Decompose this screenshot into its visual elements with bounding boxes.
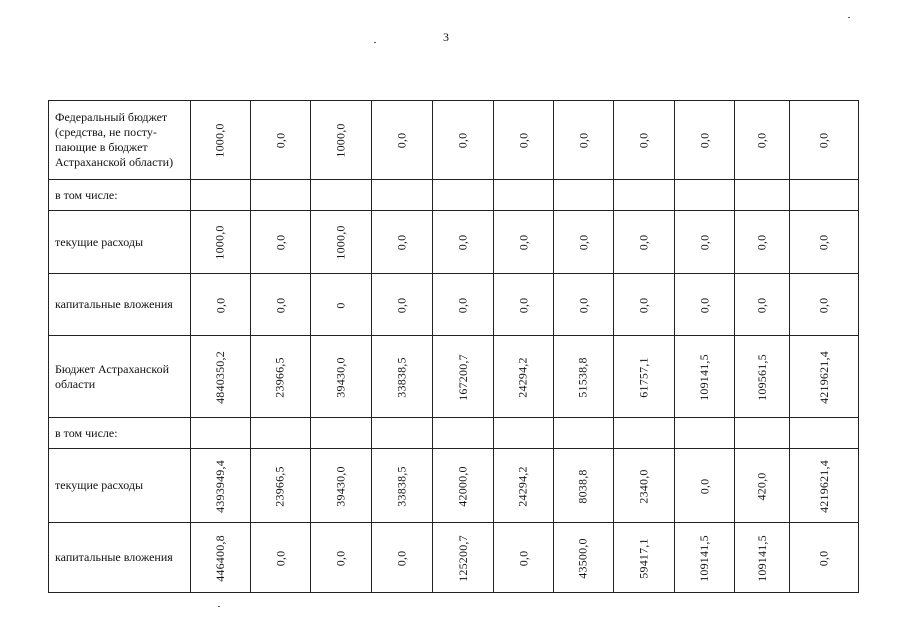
table-cell [191,449,251,523]
table-cell [191,180,251,211]
table-cell [433,449,494,523]
cell-value: 0,0 [515,132,530,149]
table-cell [494,211,554,274]
cell-value: 0,0 [575,297,590,313]
cell-value: 0,0 [636,234,651,251]
table-cell [675,449,735,523]
table-cell [675,274,735,336]
table-cell [311,336,372,418]
cell-value: 43500,0 [576,537,590,579]
cell-value: 33838,5 [394,465,409,507]
table-cell [675,211,735,274]
table-cell [372,523,433,593]
table-cell [790,180,859,211]
cell-value: 0,0 [816,550,831,566]
cell-value: 0,0 [272,550,287,566]
table-cell [251,418,311,449]
scan-speck [848,17,850,18]
table-cell [433,336,494,418]
table-cell [614,211,675,274]
cell-value: 24294,2 [516,465,530,507]
table-cell [433,418,494,449]
table-cell [251,274,311,336]
row-label: текущие расходы [49,211,191,274]
table-cell [372,180,433,211]
table-cell [790,449,859,523]
table-cell [251,180,311,211]
table-cell [191,418,251,449]
cell-value: 39430,0 [333,356,348,398]
table-cell [311,418,372,449]
table-cell [251,101,311,180]
table-cell [735,211,790,274]
cell-value: 0,0 [754,132,769,149]
table-row [49,523,859,593]
cell-value: 109141,5 [754,534,769,582]
table-cell [554,336,614,418]
cell-value: 0,0 [696,478,711,494]
cell-value: 109141,5 [696,534,711,582]
table-cell [433,101,494,180]
cell-value: 61757,1 [636,356,651,398]
row-label: в том числе: [49,418,191,449]
cell-value: 4840350,2 [213,350,227,404]
table-cell [735,336,790,418]
cell-value: 0,0 [696,132,711,149]
table-cell [790,418,859,449]
budget-table [48,100,859,593]
table-cell [735,101,790,180]
cell-value: 0,0 [212,297,227,313]
table-cell [675,180,735,211]
cell-value: 0,0 [816,234,831,251]
cell-value: 1000,0 [333,225,348,260]
cell-value: 0,0 [455,234,470,251]
table-cell [675,523,735,593]
cell-value: 0,0 [272,234,287,251]
table-cell [372,274,433,336]
table-cell [433,274,494,336]
cell-value: 0,0 [575,234,590,251]
table-cell [614,336,675,418]
cell-value: 0,0 [515,550,530,566]
cell-value: 33838,5 [394,356,409,398]
row-label: капитальные вложения [49,523,191,593]
cell-value: 59417,1 [636,537,651,579]
table-cell [251,449,311,523]
cell-value: 109561,5 [754,353,769,401]
row-label: Бюджет Астраханской области [49,336,191,418]
row-label: текущие расходы [49,449,191,523]
table-row [49,418,859,449]
table-cell [433,211,494,274]
table-row [49,336,859,418]
cell-value: 446400,8 [212,534,227,582]
table-cell [372,211,433,274]
cell-value: 0,0 [455,132,470,149]
table-cell [311,101,372,180]
cell-value: 0,0 [272,297,287,313]
table-cell [433,180,494,211]
table-cell [494,418,554,449]
cell-value: 23966,5 [273,465,287,507]
table-cell [614,449,675,523]
table-cell [614,523,675,593]
table-cell [311,523,372,593]
table-cell [614,274,675,336]
cell-value: 1000,0 [333,123,348,158]
table-cell [494,336,554,418]
cell-value: 0,0 [272,132,287,149]
cell-value: 167200,7 [455,353,470,401]
cell-value: 0,0 [394,297,409,313]
table-cell [191,523,251,593]
cell-value: 0,0 [636,132,651,149]
table-cell [311,211,372,274]
table-cell [191,336,251,418]
cell-value: 39430,0 [333,465,348,507]
table-cell [735,274,790,336]
table-cell [372,418,433,449]
table-cell [372,336,433,418]
cell-value: 0,0 [636,297,651,313]
table-cell [614,180,675,211]
cell-value: 0,0 [754,297,769,313]
table-cell [554,418,614,449]
table-cell [675,418,735,449]
cell-value: 0,0 [816,297,831,313]
table-cell [554,523,614,593]
table-cell [494,180,554,211]
cell-value: 24294,2 [516,356,530,398]
table-cell [251,523,311,593]
cell-value: 0,0 [333,550,348,566]
table-cell [675,336,735,418]
cell-value: 4393949,4 [213,459,227,513]
cell-value: 0,0 [515,234,530,251]
cell-value: 51538,8 [576,356,590,398]
table-cell [494,101,554,180]
table-cell [494,449,554,523]
table-cell [554,211,614,274]
table-cell [554,274,614,336]
cell-value: 0 [333,301,348,309]
table-cell [311,449,372,523]
table-cell [614,101,675,180]
cell-value: 0,0 [696,297,711,313]
table-row [49,274,859,336]
table-cell [494,274,554,336]
cell-value: 4219621,4 [816,350,831,404]
cell-value: 420,0 [754,472,769,500]
table-body [49,101,859,593]
table-row [49,101,859,180]
cell-value: 0,0 [816,132,831,149]
row-label: капитальные вложения [49,274,191,336]
table-cell [311,180,372,211]
cell-value: 109141,5 [696,353,711,401]
table-cell [675,101,735,180]
table-cell [372,101,433,180]
table-cell [554,449,614,523]
cell-value: 125200,7 [455,534,470,582]
table-cell [790,336,859,418]
table-cell [614,418,675,449]
cell-value: 8038,8 [575,468,590,504]
cell-value: 2340,0 [636,468,651,504]
table-cell [735,449,790,523]
table-cell [790,274,859,336]
table-cell [554,101,614,180]
cell-value: 0,0 [394,234,409,251]
table-cell [790,523,859,593]
scan-speck [374,42,376,43]
cell-value: 23966,5 [273,356,287,398]
table-cell [433,523,494,593]
cell-value: 0,0 [696,234,711,251]
cell-value: 0,0 [394,132,409,149]
table-cell [790,101,859,180]
row-label: в том числе: [49,180,191,211]
table-cell [554,180,614,211]
table-row [49,449,859,523]
table-cell [191,211,251,274]
table-cell [735,523,790,593]
cell-value: 0,0 [575,132,590,149]
cell-value: 1000,0 [212,123,227,158]
cell-value: 42000,0 [455,465,470,507]
table-cell [790,211,859,274]
table-cell [251,336,311,418]
table-cell [191,274,251,336]
cell-value: 0,0 [754,234,769,251]
table-cell [494,523,554,593]
scan-speck [218,606,220,607]
page-number: 3 [443,30,449,44]
cell-value: 4219621,4 [816,459,831,513]
table-cell [191,101,251,180]
cell-value: 1000,0 [212,225,227,260]
cell-value: 0,0 [394,550,409,566]
table-cell [251,211,311,274]
table-cell [372,449,433,523]
table-row [49,180,859,211]
row-label: Федеральный бюджет (средства, не посту-пающие в бюджет Астраханской области) [49,101,191,180]
table-row [49,211,859,274]
table-cell [735,180,790,211]
cell-value: 0,0 [455,297,470,313]
cell-value: 0,0 [515,297,530,313]
table-cell [311,274,372,336]
table-cell [735,418,790,449]
